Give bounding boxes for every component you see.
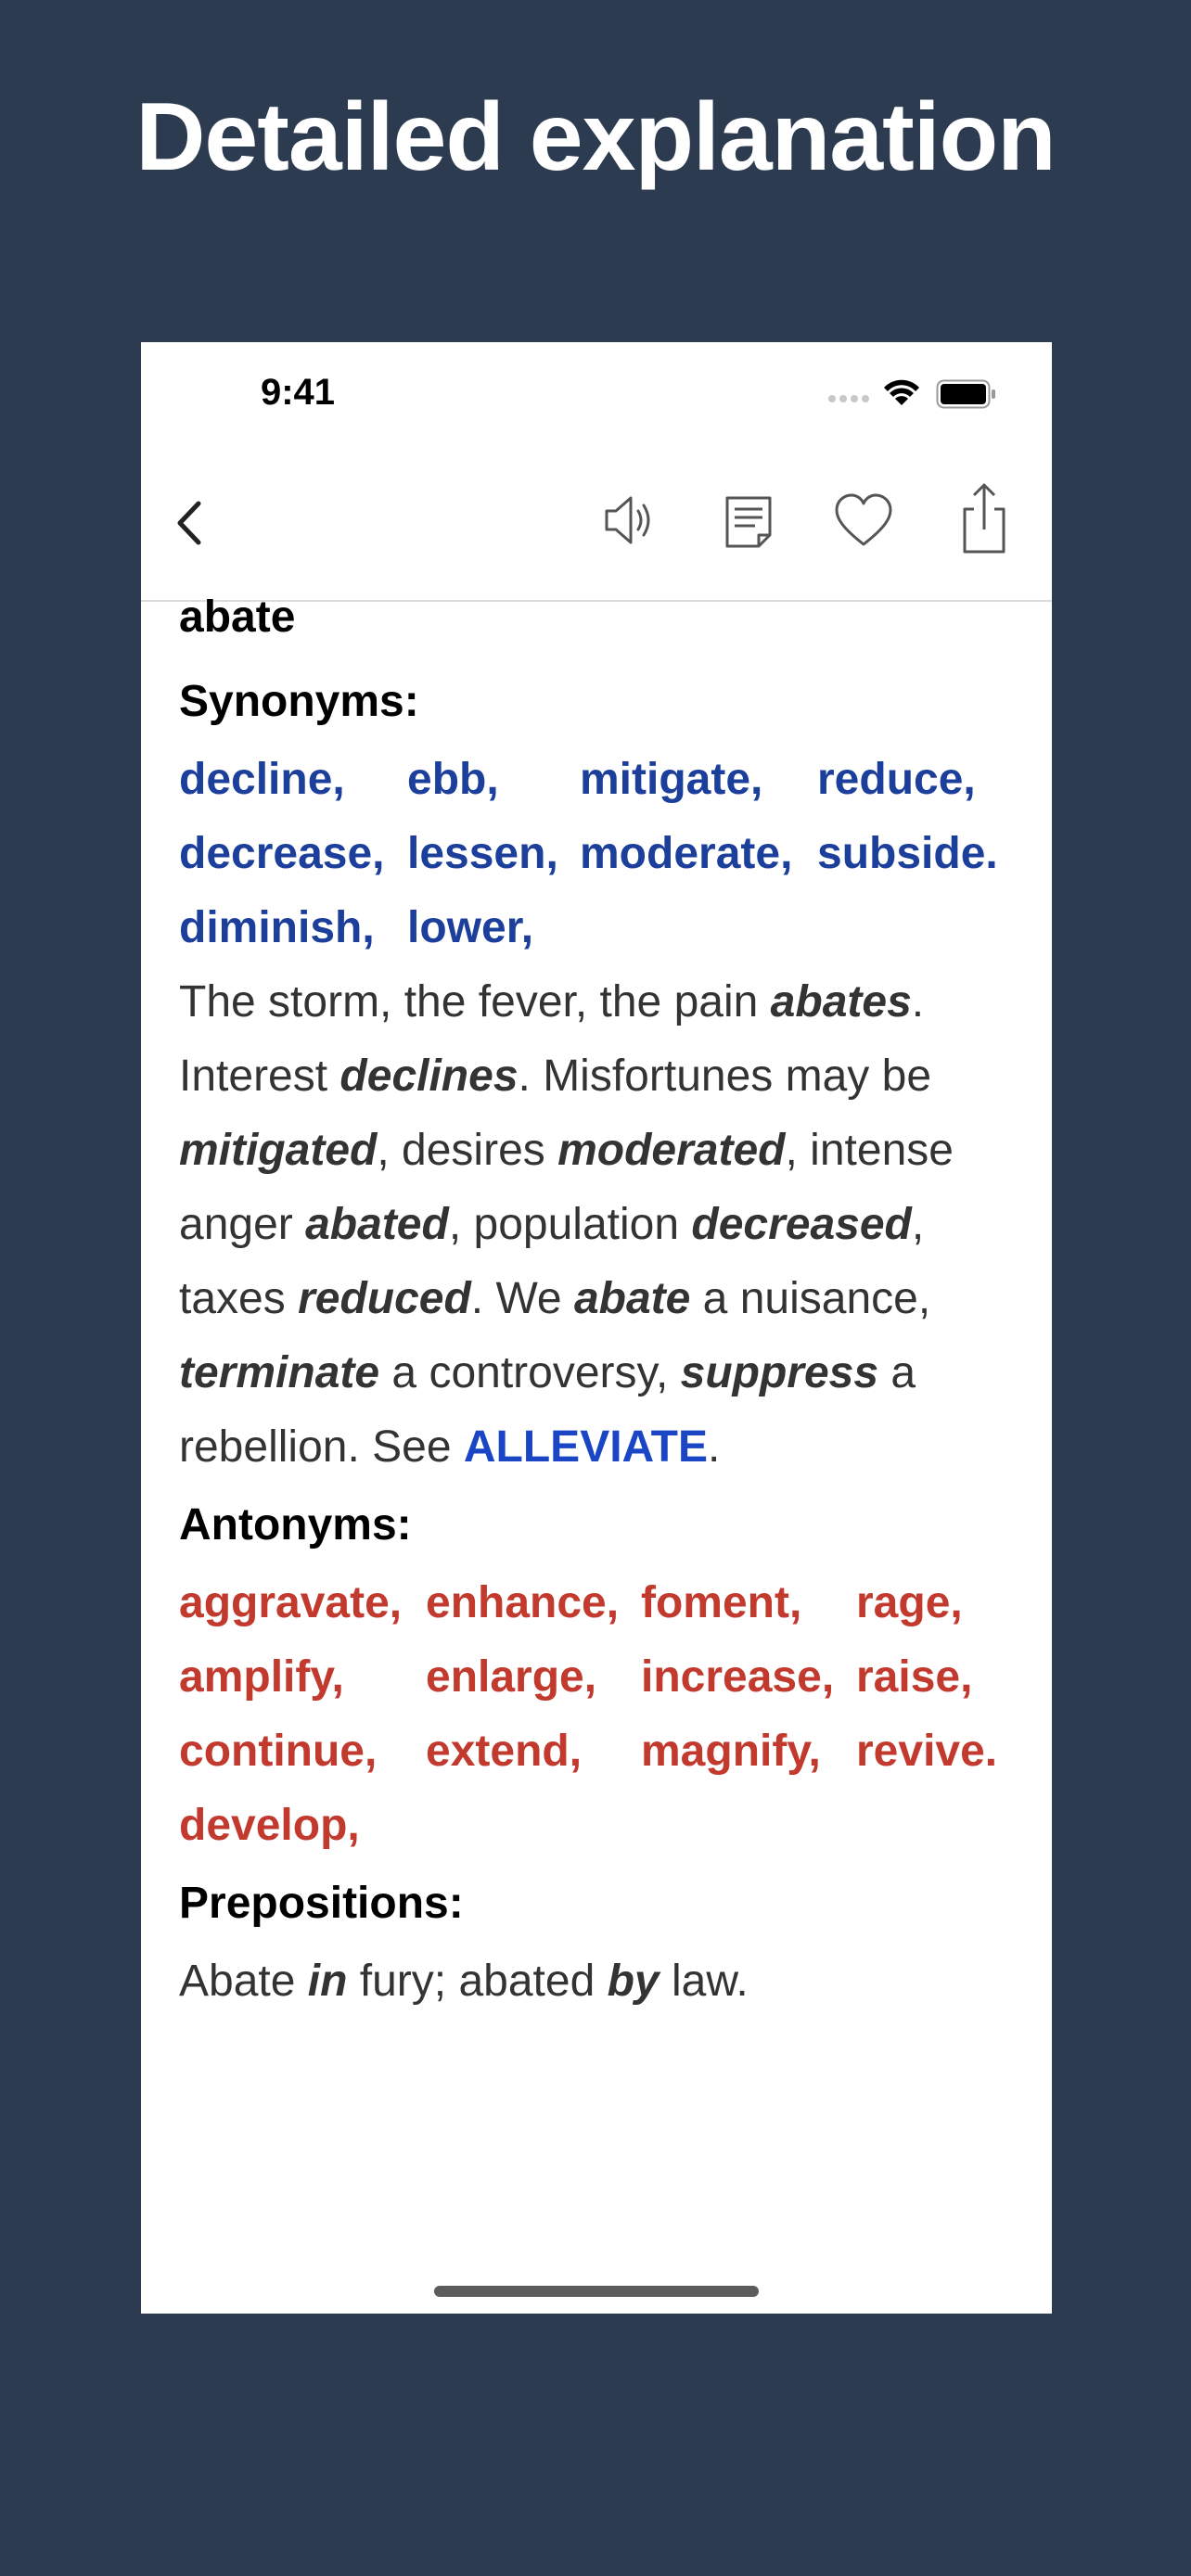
usage-description [179, 965, 1023, 1485]
synonym-link[interactable]: mitigate, [580, 755, 763, 804]
heart-icon[interactable] [831, 485, 896, 559]
entry-content [179, 574, 1023, 2019]
synonym-link[interactable]: decrease, [179, 829, 385, 878]
antonym-link[interactable]: amplify, [179, 1652, 344, 1702]
home-indicator[interactable] [434, 2286, 759, 2297]
synonyms-list [179, 743, 1023, 965]
synonym-link[interactable]: lessen, [407, 829, 558, 878]
antonyms-list [179, 1566, 1023, 1863]
antonym-link[interactable]: aggravate, [179, 1578, 403, 1627]
emphasized-word: mitigated [179, 1126, 378, 1175]
text-run: fury; abated [347, 1957, 608, 2006]
antonym-link[interactable]: extend, [426, 1727, 583, 1776]
emphasized-word: abates [770, 977, 912, 1027]
synonym-link[interactable]: reduce, [817, 755, 976, 804]
signal-icon [827, 394, 872, 403]
phone-screen [141, 342, 1052, 2314]
text-run: a rebellion. See [179, 1348, 916, 1472]
antonym-link[interactable]: enhance, [426, 1578, 620, 1627]
text-run: , population [448, 1200, 692, 1249]
emphasized-word: moderated [557, 1126, 786, 1175]
emphasized-word: by [607, 1957, 660, 2006]
antonym-link[interactable]: develop, [179, 1801, 360, 1850]
text-run: . Interest [179, 977, 925, 1101]
synonym-link[interactable]: subside. [817, 829, 998, 878]
share-icon[interactable] [952, 478, 1017, 559]
antonym-link[interactable]: increase, [641, 1652, 835, 1702]
chevron-left-icon[interactable] [161, 491, 217, 555]
speaker-icon[interactable] [597, 483, 662, 557]
cross-reference-link[interactable]: ALLEVIATE [463, 1422, 708, 1472]
emphasized-word: reduced [298, 1274, 471, 1323]
text-run: a nuisance, [690, 1274, 931, 1323]
note-icon[interactable] [716, 485, 781, 559]
synonym-link[interactable]: moderate, [580, 829, 793, 878]
status-bar [141, 342, 1052, 444]
emphasized-word: abate [573, 1274, 691, 1323]
antonym-link[interactable]: foment, [641, 1578, 802, 1627]
emphasized-word: terminate [179, 1348, 380, 1397]
synonym-link[interactable]: decline, [179, 755, 345, 804]
text-run: Abate [179, 1957, 308, 2006]
antonym-link[interactable]: rage, [856, 1578, 963, 1627]
text-run: . We [470, 1274, 574, 1323]
text-run: law. [659, 1957, 749, 2006]
text-run: . [707, 1422, 721, 1472]
antonym-link[interactable]: continue, [179, 1727, 378, 1776]
antonym-link[interactable]: magnify, [641, 1727, 821, 1776]
synonym-link[interactable]: lower, [407, 903, 534, 952]
text-run: , taxes [179, 1200, 925, 1323]
wifi-icon [881, 377, 922, 407]
prepositions-text [179, 1945, 1023, 2019]
synonym-link[interactable]: ebb, [407, 755, 499, 804]
antonym-link[interactable]: revive. [856, 1727, 998, 1776]
text-run: , intense anger [179, 1126, 954, 1249]
text-run: a controversy, [379, 1348, 681, 1397]
status-time: 9:41 [260, 372, 336, 413]
emphasized-word: declines [339, 1052, 519, 1101]
battery-icon [936, 379, 997, 409]
banner-title: Detailed explanation [135, 83, 1056, 191]
text-run: . Misfortunes may be [518, 1052, 932, 1101]
emphasized-word: suppress [680, 1348, 879, 1397]
emphasized-word: in [307, 1957, 348, 2006]
text-run: The storm, the fever, the pain [179, 977, 771, 1027]
emphasized-word: abated [305, 1200, 449, 1249]
synonyms-heading: Synonyms: [179, 677, 419, 726]
prepositions-heading: Prepositions: [179, 1879, 464, 1928]
antonyms-heading: Antonyms: [179, 1500, 412, 1549]
emphasized-word: decreased [691, 1200, 912, 1249]
headword: abate [179, 593, 296, 642]
antonym-link[interactable]: raise, [856, 1652, 973, 1702]
antonym-link[interactable]: enlarge, [426, 1652, 597, 1702]
synonym-link[interactable]: diminish, [179, 903, 375, 952]
text-run: , desires [377, 1126, 558, 1175]
